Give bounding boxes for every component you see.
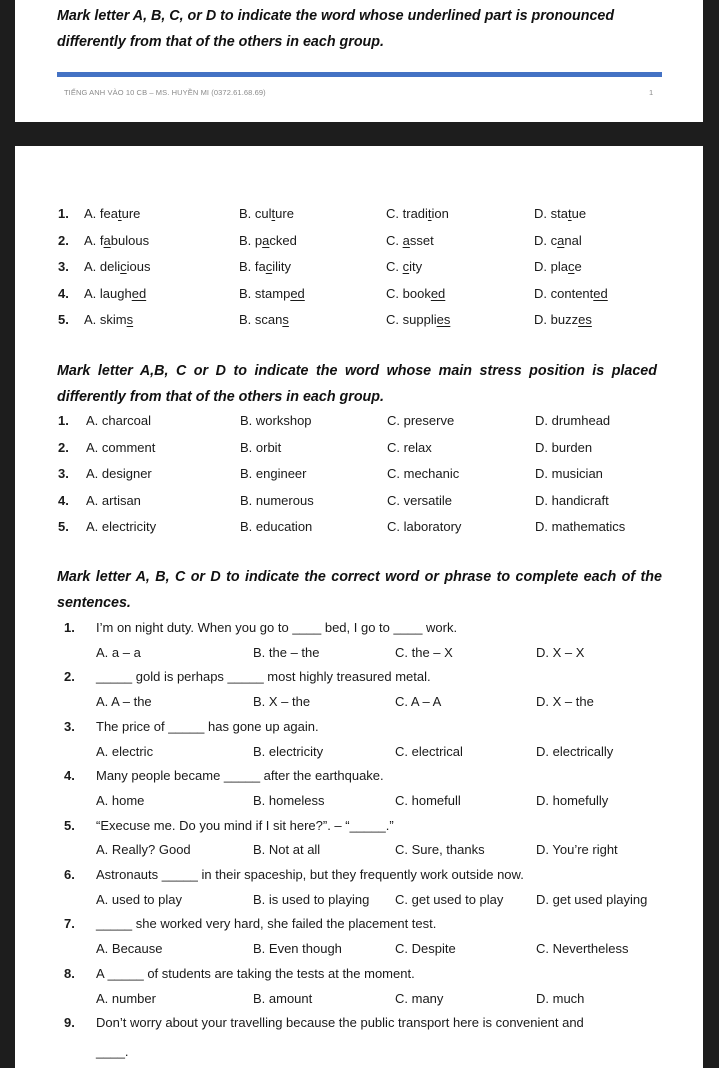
option	[84, 203, 140, 225]
grammar-options	[15, 938, 703, 960]
word-part: p	[254, 232, 263, 248]
pronunciation-instruction: Mark letter A, B, C, or D to indicate the word whose underlined part is pronounced differently from that of the others in each group.	[57, 8, 615, 50]
option: A. artisan	[86, 492, 141, 508]
page-footer-text: TIẾNG ANH VÀO 10 CB – MS. HUYỀN MI (0372.61.68.69)	[64, 88, 266, 97]
option: C. electrical	[395, 743, 463, 759]
option: D. drumhead	[535, 413, 611, 428]
option: B. orbit	[240, 439, 282, 455]
underlined-part: ed	[430, 285, 446, 301]
underlined-part: s	[282, 312, 289, 327]
word-part: ious	[126, 259, 151, 274]
pronunciation-item	[15, 283, 703, 305]
page-number: 1	[649, 88, 654, 97]
option: B. electricity	[253, 743, 324, 759]
option-letter: A.	[84, 285, 100, 301]
option-letter: D.	[534, 232, 551, 248]
option: B. the – the	[253, 644, 320, 660]
option: D. handicraft	[535, 492, 609, 508]
option-letter: A.	[84, 232, 100, 248]
word-part: cul	[254, 206, 272, 221]
item-number: 1.	[58, 413, 69, 428]
word-part: nal	[564, 232, 582, 248]
option	[534, 230, 582, 252]
footer-divider-bar	[57, 72, 662, 77]
question-continuation	[15, 1041, 703, 1063]
underlined-part: a	[262, 232, 270, 248]
word-part: skim	[99, 312, 127, 327]
underlined-part: c	[265, 259, 273, 274]
item-number: 4.	[64, 768, 75, 784]
option-letter: C.	[386, 232, 403, 248]
grammar-instruction: Mark letter A, B, C or D to indicate the correct word or phrase to complete each of the sentences.	[57, 569, 662, 611]
option-letter: B.	[239, 259, 255, 274]
underlined-part: es	[436, 312, 451, 327]
underlined-part: es	[578, 312, 592, 327]
word-part: suppli	[402, 312, 437, 327]
option: A. electric	[96, 743, 154, 759]
option: D. get used playing	[536, 891, 648, 907]
option	[84, 309, 133, 331]
underlined-part: t	[271, 206, 276, 221]
underlined-part: c	[120, 259, 127, 274]
option: C. many	[395, 990, 444, 1006]
item-number: 3.	[64, 718, 75, 734]
stress-item	[15, 516, 703, 538]
page-sheet-1	[15, 0, 703, 122]
option-letter: A.	[84, 259, 100, 274]
option: C. homefull	[395, 792, 461, 808]
underlined-part: t	[567, 206, 572, 221]
question-text: _____ she worked very hard, she failed the placement test.	[96, 916, 437, 932]
underlined-part: a	[557, 232, 565, 248]
item-number: 5.	[64, 817, 75, 833]
word-part: stamp	[254, 285, 291, 301]
pronunciation-item	[15, 203, 703, 225]
word-part: book	[402, 285, 431, 301]
underlined-part: s	[126, 312, 134, 327]
item-number: 1.	[58, 206, 69, 221]
option	[84, 256, 151, 278]
word-part: f	[99, 232, 104, 248]
option: C. get used to play	[395, 891, 504, 907]
item-number: 2.	[64, 669, 75, 685]
option-letter: D.	[534, 206, 551, 221]
stress-instruction: Mark letter A,B, C or D to indicate the word whose main stress position is placed differently from that of the others in each group.	[57, 363, 657, 405]
option: B. education	[240, 519, 313, 534]
grammar-question	[15, 864, 703, 886]
option-letter: C.	[386, 285, 403, 301]
option: A. electricity	[86, 519, 157, 534]
option: C. versatile	[387, 492, 453, 508]
item-number: 5.	[58, 519, 69, 534]
option	[386, 256, 422, 278]
option	[534, 309, 592, 331]
option: B. Even though	[253, 941, 342, 957]
option: C. Sure, thanks	[395, 842, 485, 858]
item-number: 4.	[58, 285, 69, 301]
option: A. number	[96, 990, 156, 1006]
option: C. laboratory	[387, 519, 462, 534]
option: A. charcoal	[86, 413, 152, 428]
grammar-question	[15, 815, 703, 837]
option: D. X – the	[536, 694, 594, 710]
word-part: pla	[550, 259, 568, 274]
item-number: 9.	[64, 1015, 75, 1031]
option: A. home	[96, 792, 145, 808]
item-number: 7.	[64, 916, 75, 932]
grammar-question	[15, 1012, 703, 1034]
option-letter: B.	[239, 312, 255, 327]
word-part: c	[550, 232, 558, 248]
option-letter: B.	[239, 206, 255, 221]
grammar-question	[15, 617, 703, 639]
option: C. preserve	[387, 413, 455, 428]
item-number: 5.	[58, 312, 69, 327]
option: D. X – X	[536, 644, 585, 660]
option	[386, 203, 449, 225]
option-letter: D.	[534, 312, 551, 327]
page-sheet-2	[15, 146, 703, 1068]
word-part: e	[574, 259, 582, 274]
option: D. electrically	[536, 743, 614, 759]
grammar-options	[15, 988, 703, 1010]
option: C. mechanic	[387, 466, 460, 481]
grammar-question	[15, 716, 703, 738]
option-letter: C.	[386, 206, 403, 221]
underlined-part: ed	[131, 285, 147, 301]
option: B. is used to playing	[253, 891, 370, 907]
option	[534, 283, 608, 305]
option: B. workshop	[240, 413, 312, 428]
option: D. much	[536, 990, 585, 1006]
underlined-part: a	[103, 232, 111, 248]
option	[386, 309, 450, 331]
option	[239, 256, 291, 278]
word-part: ure	[275, 206, 294, 221]
option-letter: D.	[534, 259, 551, 274]
grammar-question	[15, 765, 703, 787]
option: D. burden	[535, 439, 593, 455]
item-number: 3.	[58, 466, 69, 481]
option: D. homefully	[536, 792, 609, 808]
question-text: Don’t worry about your travelling because the public transport here is convenient and	[96, 1015, 584, 1031]
question-text: The price of _____ has gone up again.	[96, 718, 319, 734]
pronunciation-item	[15, 230, 703, 252]
option-letter: A.	[84, 312, 100, 327]
option: A. used to play	[96, 891, 182, 907]
word-part: fa	[254, 259, 266, 274]
question-text: Astronauts _____ in their spaceship, but they frequently work outside now.	[96, 867, 524, 882]
option: C. Nevertheless	[536, 941, 629, 957]
option	[386, 283, 445, 305]
stress-item	[15, 437, 703, 459]
grammar-question	[15, 913, 703, 935]
underlined-part: a	[402, 232, 410, 248]
item-number: 2.	[58, 439, 69, 455]
option-letter: B.	[239, 285, 255, 301]
grammar-options	[15, 839, 703, 861]
word-part: ion	[431, 206, 449, 221]
question-text: Many people became _____ after the earthquake.	[96, 768, 384, 784]
answer-blank: ____.	[96, 1043, 129, 1059]
word-part: ue	[571, 206, 587, 221]
item-number: 4.	[58, 492, 69, 508]
pronunciation-item	[15, 309, 703, 331]
stress-item	[15, 490, 703, 512]
option: A. designer	[86, 466, 152, 481]
grammar-options	[15, 691, 703, 713]
option: A. a – a	[96, 644, 141, 660]
option: D. mathematics	[535, 519, 626, 534]
option: A. comment	[86, 439, 156, 455]
question-text: I’m on night duty. When you go to ____ bed, I go to ____ work.	[96, 620, 458, 635]
underlined-part: c	[567, 259, 575, 274]
pronunciation-item	[15, 256, 703, 278]
word-part: tradi	[402, 206, 428, 221]
item-number: 3.	[58, 259, 69, 274]
word-part: sta	[550, 206, 568, 221]
option	[84, 283, 146, 305]
option: C. relax	[387, 439, 432, 455]
word-part: ility	[272, 259, 292, 274]
underlined-part: c	[402, 259, 410, 274]
word-part: sset	[409, 232, 434, 248]
word-part: buzz	[550, 312, 579, 327]
grammar-question	[15, 963, 703, 985]
option: B. amount	[253, 990, 313, 1006]
option	[239, 309, 289, 331]
option: B. engineer	[240, 466, 307, 481]
stress-item	[15, 410, 703, 432]
underlined-part: ed	[593, 285, 608, 301]
option	[239, 230, 297, 252]
option-letter: C.	[386, 259, 403, 274]
option: C. A – A	[395, 694, 442, 710]
item-number: 8.	[64, 965, 75, 981]
word-part: bulous	[110, 232, 150, 248]
underlined-part: ed	[290, 285, 305, 301]
grammar-options	[15, 790, 703, 812]
option-letter: D.	[534, 285, 551, 301]
option: C. the – X	[395, 644, 453, 660]
word-part: laugh	[99, 285, 132, 301]
option	[239, 203, 294, 225]
option: B. numerous	[240, 492, 314, 508]
option-letter: A.	[84, 206, 100, 221]
underlined-part: t	[117, 206, 122, 221]
word-part: ure	[121, 206, 141, 221]
option	[84, 230, 149, 252]
option: A. Really? Good	[96, 842, 191, 858]
option	[386, 230, 434, 252]
grammar-question	[15, 666, 703, 688]
option: D. musician	[535, 466, 603, 481]
option: B. X – the	[253, 694, 311, 710]
stress-item	[15, 463, 703, 485]
word-part: fea	[99, 206, 118, 221]
option: B. Not at all	[253, 842, 321, 858]
option: D. You’re right	[536, 842, 618, 858]
word-part: scan	[254, 312, 283, 327]
word-part: ity	[409, 259, 423, 274]
grammar-options	[15, 741, 703, 763]
question-text: “Execuse me. Do you mind if I sit here?”. – “_____.”	[96, 817, 394, 833]
item-number: 2.	[58, 232, 69, 248]
option	[534, 203, 586, 225]
word-part: content	[550, 285, 594, 301]
option: A. A – the	[96, 694, 152, 710]
option: B. homeless	[253, 792, 325, 808]
option: A. Because	[96, 941, 163, 957]
option-letter: B.	[239, 232, 255, 248]
option: C. Despite	[395, 941, 456, 957]
word-part: cked	[269, 232, 297, 248]
word-part: deli	[99, 259, 121, 274]
option-letter: C.	[386, 312, 403, 327]
underlined-part: t	[427, 206, 432, 221]
item-number: 6.	[64, 867, 75, 882]
grammar-options	[15, 642, 703, 664]
option	[239, 283, 305, 305]
option	[534, 256, 582, 278]
question-text: _____ gold is perhaps _____ most highly treasured metal.	[96, 669, 431, 685]
question-text: A _____ of students are taking the tests at the moment.	[96, 965, 415, 981]
grammar-options	[15, 889, 703, 911]
item-number: 1.	[64, 620, 75, 635]
